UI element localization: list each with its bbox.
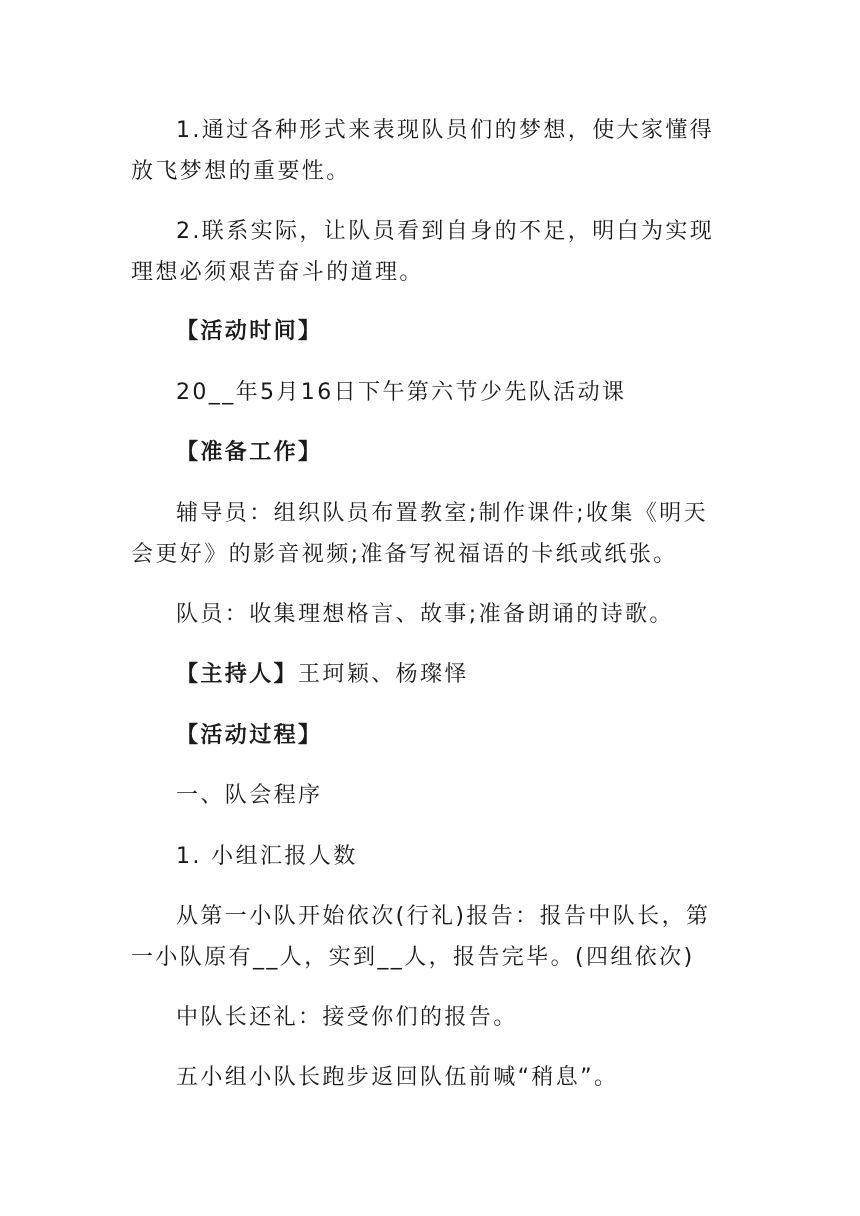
goal-paragraph-2: 2.联系实际，让队员看到自身的不足，明白为实现理想必须艰苦奋斗的道理。 — [131, 219, 715, 285]
heading-host: 【主持人】 — [176, 662, 299, 687]
host-line — [131, 654, 731, 695]
preparation-members: 队员：收集理想格言、故事;准备朗诵的诗歌。 — [176, 602, 674, 627]
at-ease-paragraph: 五小组小队长跑步返回队伍前喊“稍息”。 — [176, 1065, 619, 1090]
heading-preparation: 【准备工作】 — [176, 440, 323, 465]
heading-process: 【活动过程】 — [176, 723, 323, 748]
section-meeting-procedure: 一、队会程序 — [176, 783, 323, 808]
preparation-counselor: 辅导员：组织队员布置教室;制作课件;收集《明天会更好》的影音视频;准备写祝福语的卡纸或纸张。 — [131, 501, 709, 567]
step-report-count: 1. 小组汇报人数 — [176, 844, 358, 869]
host-names: 王珂颖、杨璨怿 — [298, 662, 469, 687]
captain-salute-paragraph: 中队长还礼：接受你们的报告。 — [176, 1005, 518, 1030]
activity-time-text: 20__年5月16日下午第六节少先队活动课 — [176, 380, 627, 405]
goal-paragraph-1: 1.通过各种形式来表现队员们的梦想，使大家懂得放飞梦想的重要性。 — [131, 118, 715, 184]
heading-activity-time: 【活动时间】 — [176, 319, 323, 344]
report-paragraph: 从第一小队开始依次(行礼)报告：报告中队长，第一小队原有__人，实到__人，报告完毕。(四组依次) — [131, 904, 711, 970]
